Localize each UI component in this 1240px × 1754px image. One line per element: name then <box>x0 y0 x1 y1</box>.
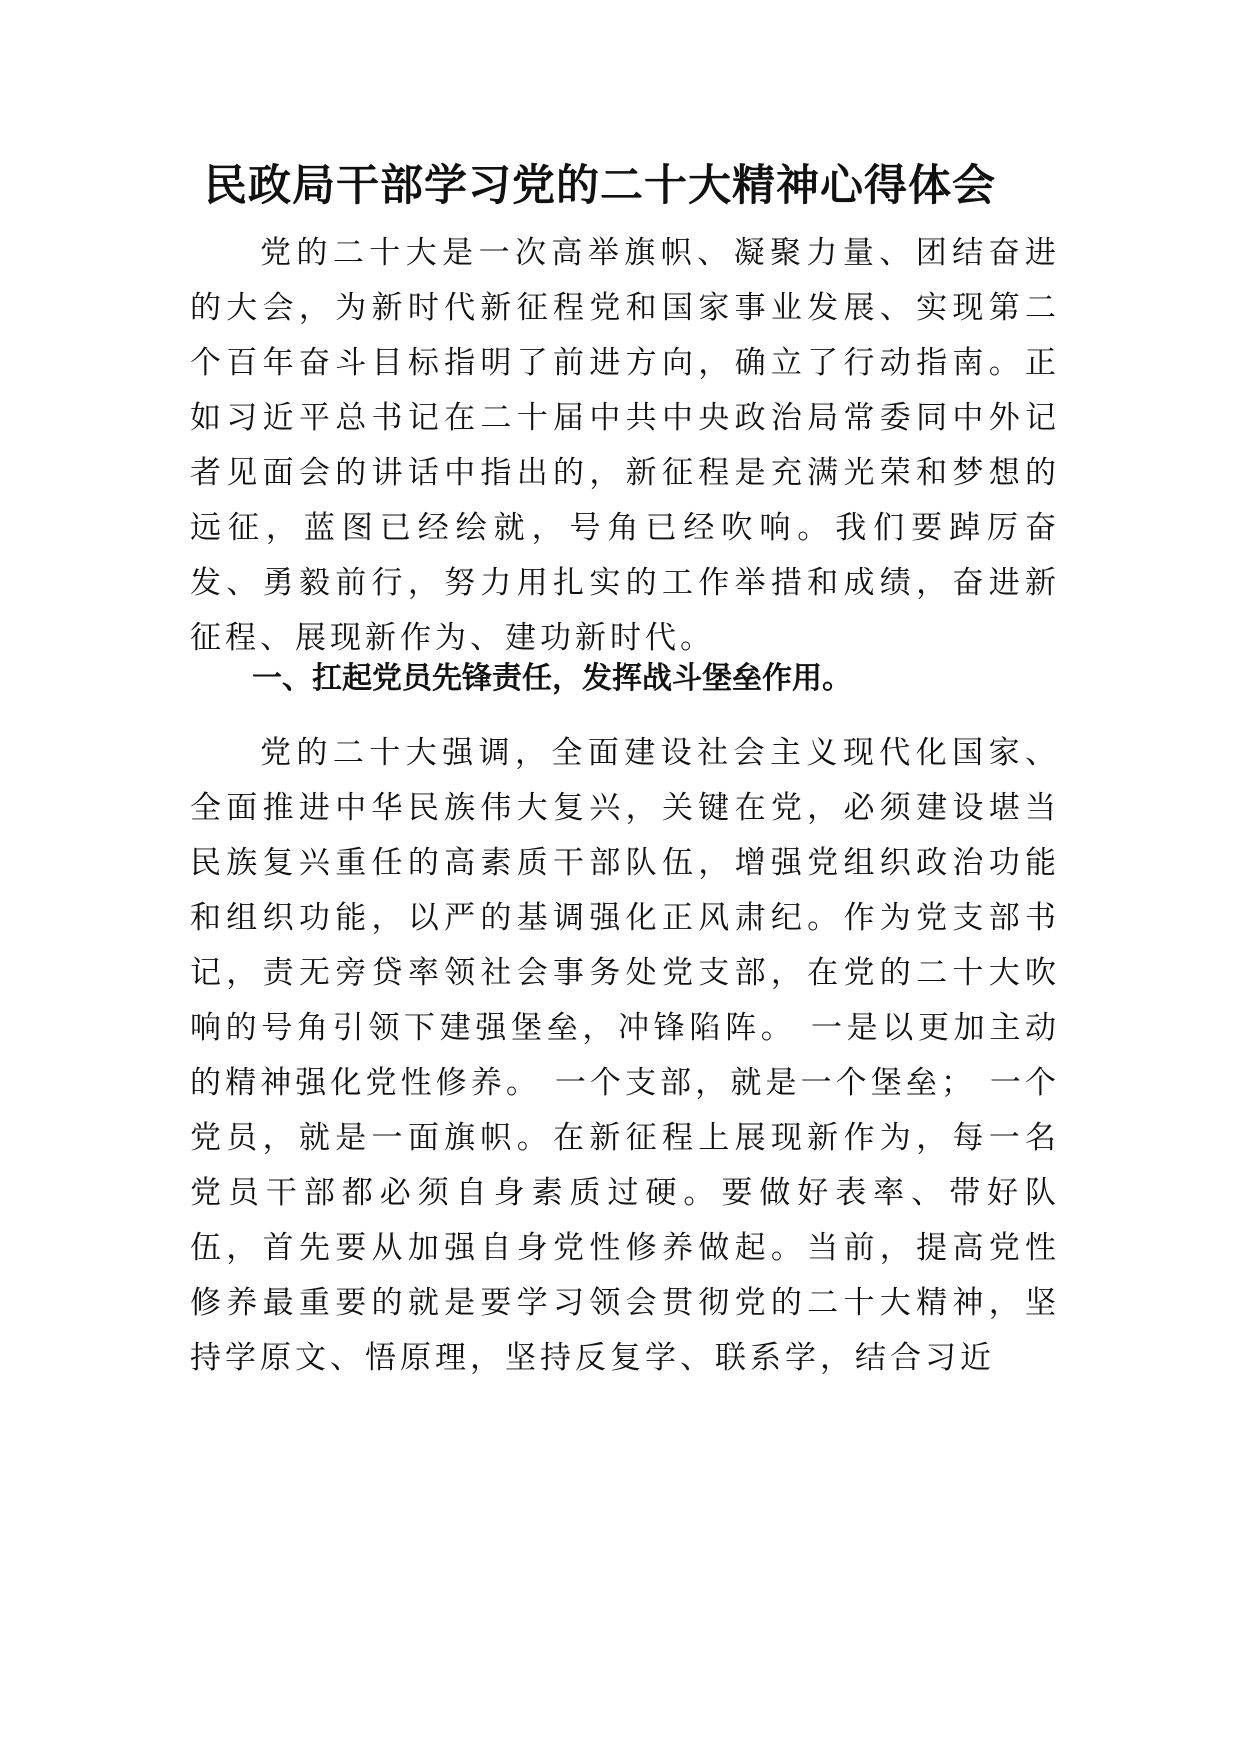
section-paragraph: 党的二十大强调，全面建设社会主义现代化国家、全面推进中华民族伟大复兴，关键在党，必须建设堪当民族复兴重任的高素质干部队伍，增强党组织政治功能和组织功能，以严的基调强化正风肃纪。作为党支部书记，责无旁贷率领社会事务处党支部，在党的二十大吹响的号角引领下建强堡垒，冲锋陷阵。 一是以更加主动的精神强化党性修养。 一个支部，就是一个堡垒； 一个党员，就是一面旗帜。在新征程上展现新作为，每一名党员干部都必须自身素质过硬。要做好表率、带好队伍，首先要从加强自身党性修养做起。当前，提高党性修养最重要的就是要学习领会贯彻党的二十大精神，坚持学原文、悟原理，坚持反复学、联系学，结合习近 <box>190 735 1060 1376</box>
intro-paragraph: 党的二十大是一次高举旗帜、凝聚力量、团结奋进的大会，为新时代新征程党和国家事业发展、实现第二个百年奋斗目标指明了前进方向，确立了行动指南。正如习近平总书记在二十届中共中央政治局常委同中外记者见面会的讲话中指出的，新征程是充满光荣和梦想的远征，蓝图已经绘就，号角已经吹响。我们要踔厉奋发、勇毅前行，努力用扎实的工作举措和成绩，奋进新征程、展现新作为、建功新时代。 <box>190 235 1060 656</box>
document-title: 民政局干部学习党的二十大精神心得体会 <box>204 161 996 211</box>
section-heading: 一、扛起党员先锋责任，发挥战斗堡垒作用。 <box>252 661 852 696</box>
